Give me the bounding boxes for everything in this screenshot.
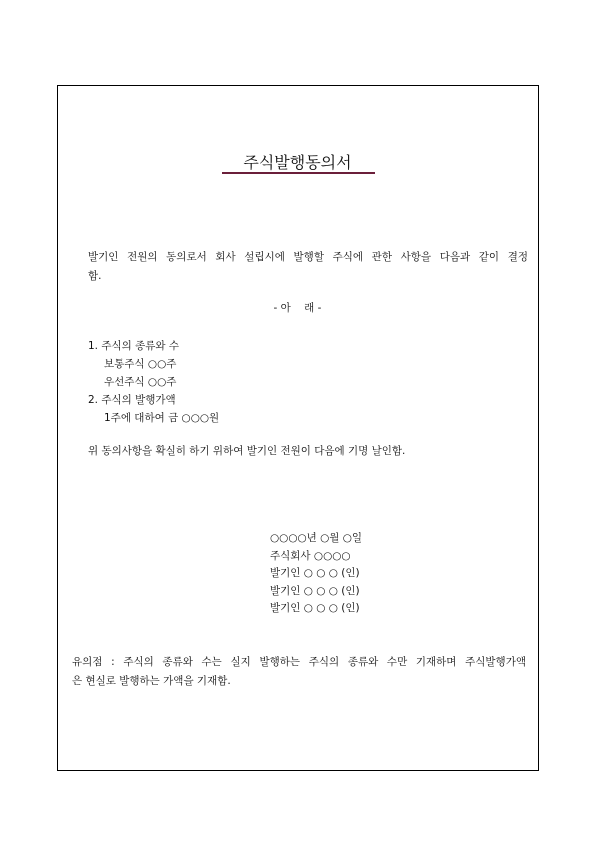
list-item-preferred-shares: 우선주식 ○○주 bbox=[104, 376, 177, 388]
intro-line-1: 발기인 전원의 동의로서 회사 설립시에 발행할 주식에 관한 사항을 다음과 같이 결정 bbox=[88, 251, 528, 263]
section-heading: - 아 래 - bbox=[273, 302, 322, 314]
signature-promoter: 발기인 ○ ○ ○ (인) bbox=[270, 602, 360, 614]
intro-paragraph bbox=[88, 248, 528, 286]
document-title: 주식발행동의서 bbox=[243, 153, 352, 172]
signature-promoter: 발기인 ○ ○ ○ (인) bbox=[270, 584, 360, 597]
signature-company: 주식회사 ○○○○ bbox=[270, 549, 351, 562]
signature-date: ○○○○년 ○월 ○일 bbox=[270, 532, 363, 544]
details-list bbox=[88, 337, 219, 427]
note-line-2: 은 현실로 발행하는 가액을 기재함. bbox=[72, 675, 231, 687]
signature-block bbox=[270, 530, 362, 618]
list-item-issue-price: 2. 주식의 발행가액 bbox=[88, 394, 176, 406]
confirmation-statement: 위 동의사항을 확실히 하기 위하여 발기인 전원이 다음에 기명 날인함. bbox=[88, 445, 406, 457]
caution-note bbox=[72, 653, 526, 691]
intro-line-2: 함. bbox=[88, 270, 102, 282]
signature-promoter: 발기인 ○ ○ ○ (인) bbox=[270, 567, 360, 579]
note-line-1: 유의점 : 주식의 종류와 수는 실지 발행하는 주식의 종류와 수만 기재하며 주식발행가액 bbox=[72, 656, 526, 668]
list-item-share-types: 1. 주식의 종류와 수 bbox=[88, 340, 180, 352]
list-item-common-shares: 보통주식 ○○주 bbox=[104, 358, 177, 370]
list-item-price-per-share: 1주에 대하여 금 ○○○원 bbox=[104, 412, 220, 424]
title-underline bbox=[222, 172, 375, 174]
